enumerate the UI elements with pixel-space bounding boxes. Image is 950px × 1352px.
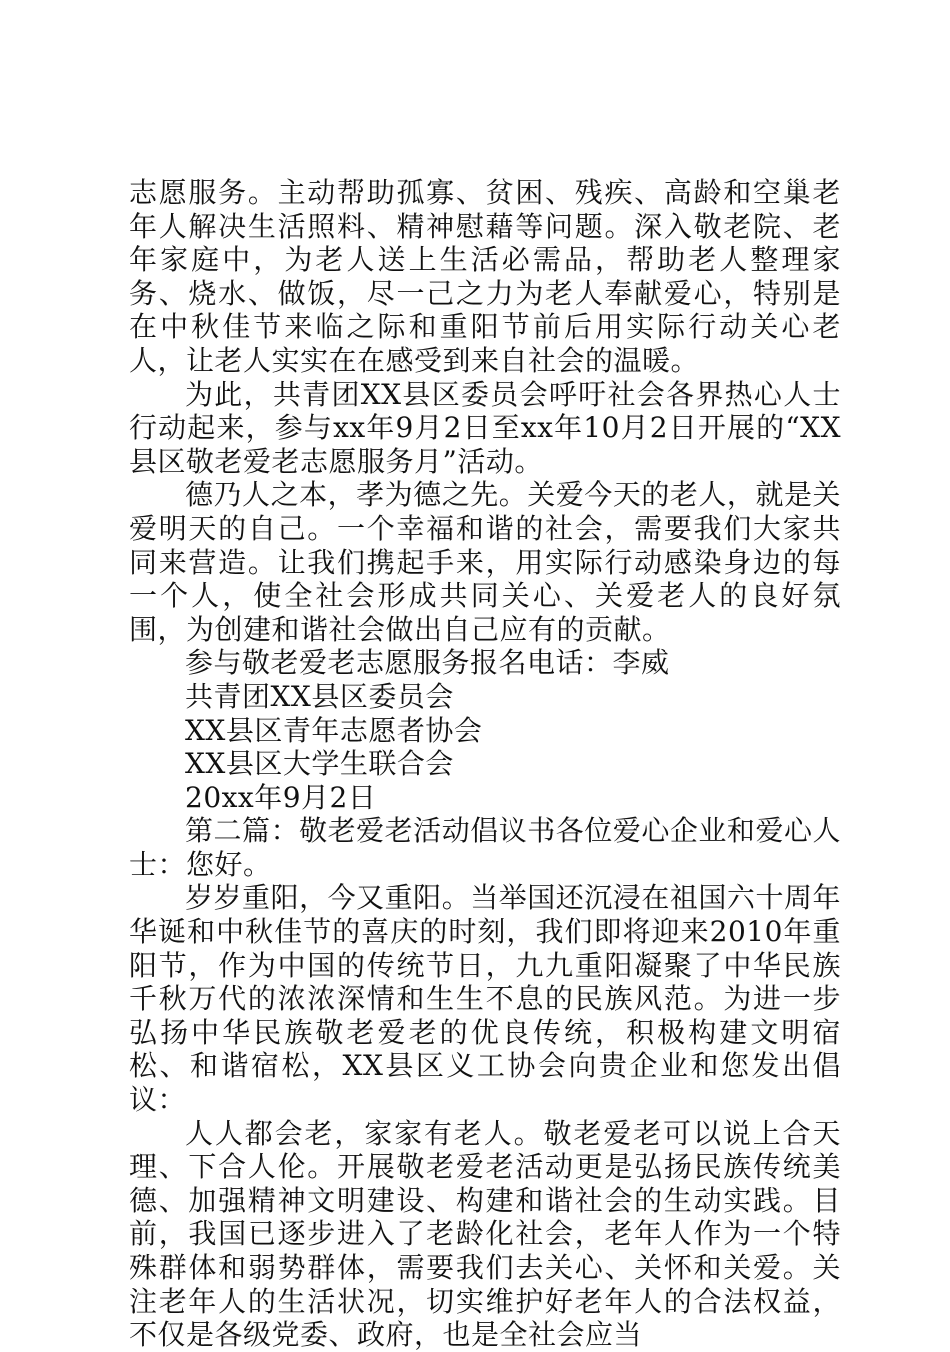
section-two-heading: 第二篇：敬老爱老活动倡议书各位爱心企业和爱心人士：您好。	[129, 814, 841, 881]
paragraph-chongyang: 岁岁重阳，今又重阳。当举国还沉浸在祖国六十周年华诞和中秋佳节的喜庆的时刻，我们即将迎来2010年重阳节，作为中国的传统节日，九九重阳凝聚了中华民族千秋万代的浓浓深情和生生不息的民族风范。为进一步弘扬中华民族敬老爱老的优良传统，积极构建文明宿松、和谐宿松，XX县区义工协会向贵企业和您发出倡议：	[129, 881, 841, 1117]
paragraph-volunteer-service: 志愿服务。主动帮助孤寡、贫困、残疾、高龄和空巢老年人解决生活照料、精神慰藉等问题。深入敬老院、老年家庭中，为老人送上生活必需品，帮助老人整理家务、烧水、做饭，尽一己之力为老人奉献爱心，特别是在中秋佳节来临之际和重阳节前后用实际行动关心老人，让老人实实在在感受到来自社会的温暖。	[129, 176, 841, 377]
signup-phone-line: 参与敬老爱老志愿服务报名电话：李威	[185, 646, 670, 680]
paragraph-call-to-action: 为此，共青团XX县区委员会呼吁社会各界热心人士行动起来，参与xx年9月2日至xx年10月2日开展的“XX县区敬老爱老志愿服务月”活动。	[129, 377, 841, 478]
paragraph-everyone-ages: 人人都会老，家家有老人。敬老爱老可以说上合天理、下合人伦。开展敬老爱老活动更是弘扬民族传统美德、加强精神文明建设、构建和谐社会的生动实践。目前，我国已逐步进入了老龄化社会，老年人作为一个特殊群体和弱势群体，需要我们去关心、关怀和关爱。关注老年人的生活状况，切实维护好老年人的合法权益，不仅是各级党委、政府，也是全社会应当	[129, 1116, 841, 1352]
signatory-youth-league: 共青团XX县区委员会	[185, 679, 454, 713]
paragraph-virtue: 德乃人之本，孝为德之先。关爱今天的老人，就是关爱明天的自己。一个幸福和谐的社会，需要我们大家共同来营造。让我们携起手来，用实际行动感染身边的每一个人，使全社会形成共同关心、关爱老人的良好氛围，为创建和谐社会做出自己应有的贡献。	[129, 478, 841, 646]
document-body	[129, 176, 841, 1352]
signatory-student-union: XX县区大学生联合会	[185, 747, 454, 781]
signatory-volunteer-association: XX县区青年志愿者协会	[185, 713, 483, 747]
document-date: 20xx年9月2日	[185, 780, 377, 814]
